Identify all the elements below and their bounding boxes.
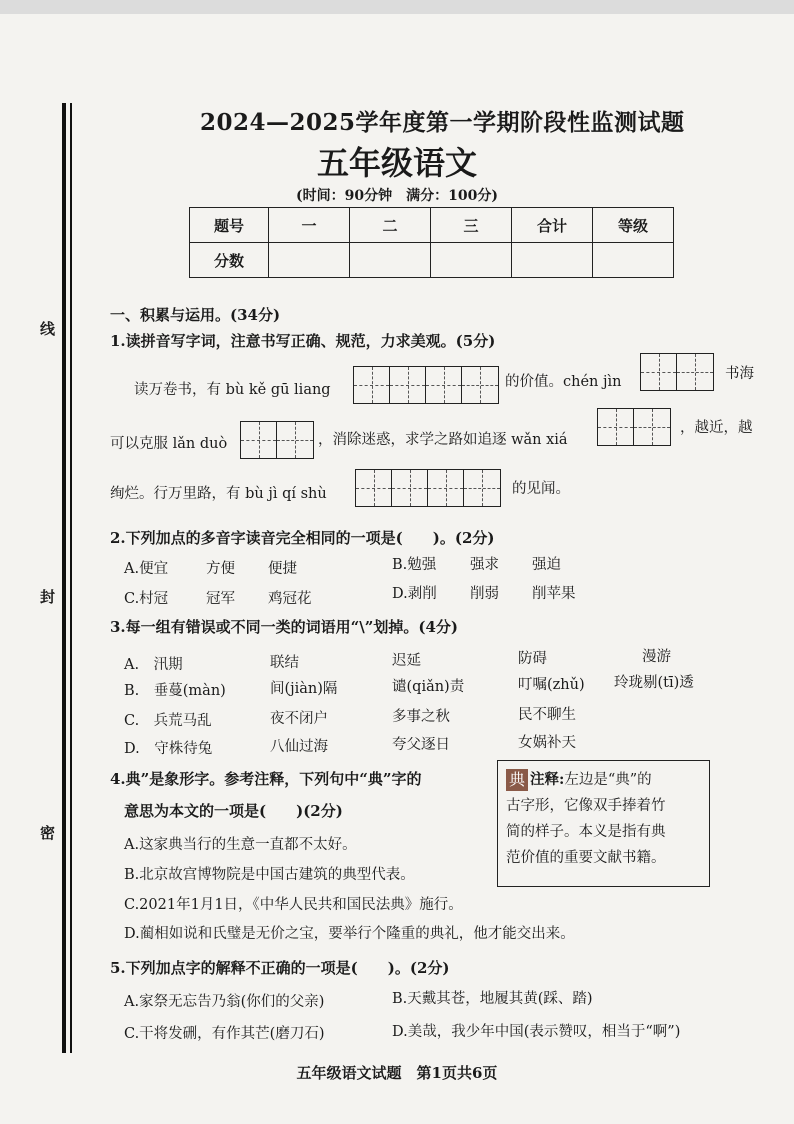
score-blank-cell[interactable]	[593, 243, 674, 278]
binding-line-inner	[70, 103, 72, 1053]
q4-note-box	[497, 760, 710, 887]
q3-row-d: 八仙过海	[270, 739, 328, 755]
note-text: 简的样子。本义是指有典	[506, 824, 666, 840]
score-header-cell: 合计	[512, 208, 593, 243]
q3-row-d: 女娲补天	[518, 735, 576, 751]
note-text: 范价值的重要文献书籍。	[506, 850, 666, 866]
q1-text: 的见闻。	[512, 481, 570, 497]
q3-stem: 3.每一组有错误或不同一类的词语用“\”划掉。(4分)	[110, 618, 459, 636]
q2-option-d: D.剥削	[392, 586, 437, 602]
q3-row-b: 间(jiàn)隔	[270, 681, 338, 697]
exam-title: 2024—2025学年度第一学期阶段性监测试题	[200, 109, 685, 136]
score-table-header-row	[190, 208, 674, 243]
score-header-cell: 题号	[190, 208, 269, 243]
section1-heading: 一、积累与运用。(34分)	[110, 306, 281, 324]
q2-option-d: 削弱	[470, 586, 499, 602]
score-header-cell: 等级	[593, 208, 674, 243]
subject-title: 五年级语文	[316, 144, 477, 182]
note-text: 古字形，它像双手捧着竹	[506, 798, 666, 814]
q1-writing-grid-5[interactable]	[355, 469, 501, 507]
q2-option-a: A.便宜	[124, 561, 169, 577]
q1-writing-grid-3[interactable]	[240, 421, 314, 459]
page-footer: 五年级语文试题 第1页共6页	[296, 1064, 498, 1082]
q1-text: 绚烂。行万里路，有 bù jì qí shù	[110, 486, 327, 502]
q3-row-a: 漫游	[642, 649, 671, 665]
q3-row-a: A. 汛期	[124, 657, 183, 673]
q1-text: ，消除迷惑，求学之路如追逐 wǎn xiá	[318, 432, 568, 448]
q3-row-a: 迟延	[392, 653, 421, 669]
score-header-cell: 一	[269, 208, 350, 243]
q1-text: ，越近，越	[680, 420, 753, 436]
note-text: 左边是“典”的	[564, 772, 652, 788]
q3-row-a: 联结	[270, 655, 299, 671]
scan-top-edge	[0, 0, 794, 14]
score-row-label: 分数	[190, 243, 269, 278]
q5-stem: 5.下列加点字的解释不正确的一项是( )。(2分)	[110, 959, 450, 977]
q1-writing-grid-2[interactable]	[640, 353, 714, 391]
q3-row-c: 民不聊生	[518, 707, 576, 723]
binding-label-seal: 封	[40, 588, 56, 606]
binding-label-line: 线	[40, 320, 56, 338]
q4-stem: 意思为本文的一项是( )(2分)	[124, 802, 343, 820]
q2-stem: 2.下列加点的多音字读音完全相同的一项是( )。(2分)	[110, 529, 495, 547]
q4-stem: 4.典”是象形字。参考注释，下列句中“典”字的	[110, 770, 422, 788]
binding-label-secret: 密	[40, 824, 56, 842]
score-table	[189, 207, 674, 278]
q5-option-a: A.家祭无忘告乃翁(你们的父亲)	[124, 994, 325, 1010]
q5-option-c: C.干将发硎，有作其芒(磨刀石)	[124, 1026, 325, 1042]
q1-stem: 1.读拼音写字词，注意书写正确、规范，力求美观。(5分)	[110, 332, 496, 350]
q1-writing-grid-4[interactable]	[597, 408, 671, 446]
q2-option-b: 强求	[470, 557, 499, 573]
q3-row-b: 叮嘱(zhǔ)	[518, 677, 585, 693]
q1-writing-grid-1[interactable]	[353, 366, 499, 404]
score-blank-cell[interactable]	[269, 243, 350, 278]
exam-info: (时间：90分钟 满分：100分)	[296, 188, 498, 204]
q2-option-a: 方便	[206, 561, 235, 577]
q1-text: 可以克服 lǎn duò	[110, 436, 228, 452]
q4-option-a: A.这家典当行的生意一直都不太好。	[124, 837, 357, 853]
q1-text: 读万卷书，有 bù kě gū liang	[134, 382, 331, 398]
q3-row-c: 多事之秋	[392, 709, 450, 725]
q4-option-c: C.2021年1月1日，《中华人民共和国民法典》施行。	[124, 897, 463, 913]
q2-option-d: 削苹果	[532, 586, 576, 602]
q3-row-b: B. 垂蔓(màn)	[124, 683, 226, 699]
q5-option-d: D.美哉，我少年中国(表示赞叹，相当于“啊”)	[392, 1024, 681, 1040]
score-table-score-row	[190, 243, 674, 278]
q2-option-b: B.勉强	[392, 557, 437, 573]
score-header-cell: 三	[431, 208, 512, 243]
score-blank-cell[interactable]	[512, 243, 593, 278]
q4-option-b: B.北京故宫博物院是中国古建筑的典型代表。	[124, 867, 415, 883]
q1-text: 书海	[725, 366, 754, 382]
q3-row-d: D. 守株待兔	[124, 741, 213, 757]
q2-option-a: 便捷	[268, 561, 297, 577]
score-blank-cell[interactable]	[350, 243, 431, 278]
note-label: 注释:	[530, 771, 565, 788]
q2-option-c: 冠军	[206, 591, 235, 607]
binding-line	[62, 103, 66, 1053]
ancient-character-icon: 典	[506, 769, 528, 791]
q2-option-b: 强迫	[532, 557, 561, 573]
q3-row-c: 夜不闭户	[270, 711, 328, 727]
score-header-cell: 二	[350, 208, 431, 243]
score-blank-cell[interactable]	[431, 243, 512, 278]
q3-row-b: 玲珑剔(tī)透	[614, 675, 694, 691]
q3-row-a: 防碍	[518, 651, 547, 667]
q3-row-c: C. 兵荒马乱	[124, 713, 212, 729]
q1-text: 的价值。chén jìn	[505, 374, 622, 390]
q2-option-c: C.村冠	[124, 591, 169, 607]
q2-option-c: 鸡冠花	[268, 591, 312, 607]
q3-row-d: 夸父逐日	[392, 737, 450, 753]
q4-option-d: D.蔺相如说和氏璧是无价之宝，要举行个隆重的典礼，他才能交出来。	[124, 926, 575, 942]
q3-row-b: 谴(qiǎn)责	[392, 679, 465, 695]
q5-option-b: B.天戴其苍，地履其黄(踩、踏)	[392, 991, 593, 1007]
